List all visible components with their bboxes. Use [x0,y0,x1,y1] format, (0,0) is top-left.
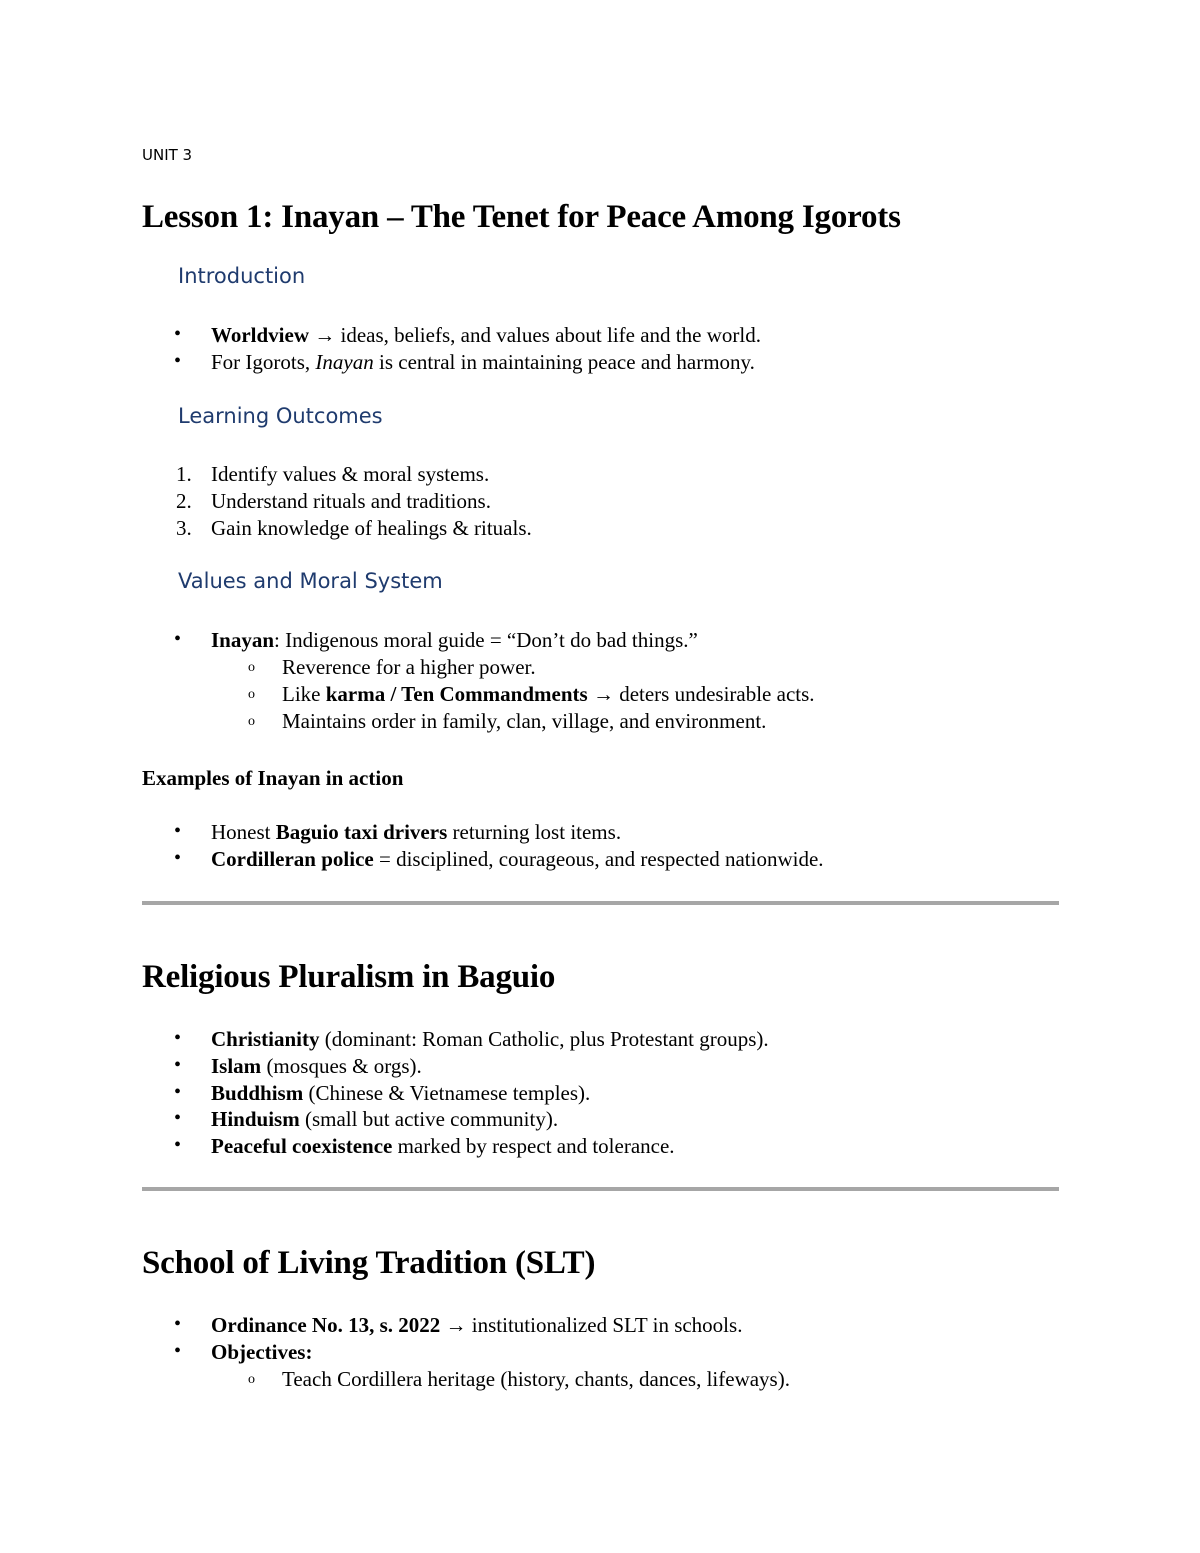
unit-label: UNIT 3 [142,146,193,164]
values-heading: Values and Moral System [178,569,443,593]
slt-item: Ordinance No. 13, s. 2022 → institutionalized SLT in schools. [211,1313,743,1337]
horizontal-divider [142,1187,1059,1191]
values-subitem: Like karma / Ten Commandments → deters undesirable acts. [282,682,815,706]
religion-item: Islam (mosques & orgs). [211,1054,422,1078]
example-item: Cordilleran police = disciplined, courageous, and respected nationwide. [211,847,824,871]
values-item-inayan: Inayan: Indigenous moral guide = “Don’t do bad things.” [211,628,698,652]
religion-item: Buddhism (Chinese & Vietnamese temples). [211,1081,591,1105]
outcome-item: Gain knowledge of healings & rituals. [211,516,532,540]
outcome-number: 2. [176,489,192,513]
bullet-icon: • [174,323,182,345]
intro-item-inayan: For Igorots, Inayan is central in maintaining peace and harmony. [211,350,755,374]
sub-bullet-icon: o [248,1372,255,1387]
bullet-icon: • [174,628,182,650]
religion-item: Peaceful coexistence marked by respect and tolerance. [211,1134,675,1158]
bullet-icon: • [174,1134,182,1156]
bullet-icon: • [174,1107,182,1129]
bullet-icon: • [174,847,182,869]
introduction-heading: Introduction [178,264,306,288]
sub-bullet-icon: o [248,687,255,702]
horizontal-divider [142,901,1059,905]
bullet-icon: • [174,1054,182,1076]
lesson-title: Lesson 1: Inayan – The Tenet for Peace Among Igorots [142,199,901,235]
outcome-number: 1. [176,462,192,486]
slt-subitem: Teach Cordillera heritage (history, chants, dances, lifeways). [282,1367,790,1391]
values-subitem: Reverence for a higher power. [282,655,536,679]
religion-item: Hinduism (small but active community). [211,1107,559,1131]
sub-bullet-icon: o [248,660,255,675]
slt-item: Objectives: [211,1340,313,1364]
learning-outcomes-heading: Learning Outcomes [178,404,383,428]
bullet-icon: • [174,350,182,372]
outcome-number: 3. [176,516,192,540]
example-item: Honest Baguio taxi drivers returning lost items. [211,820,622,844]
bullet-icon: • [174,1313,182,1335]
outcome-item: Understand rituals and traditions. [211,489,491,513]
bullet-icon: • [174,1027,182,1049]
religion-item: Christianity (dominant: Roman Catholic, plus Protestant groups). [211,1027,769,1051]
bullet-icon: • [174,1340,182,1362]
outcome-item: Identify values & moral systems. [211,462,490,486]
examples-heading: Examples of Inayan in action [142,766,404,790]
sub-bullet-icon: o [248,714,255,729]
religion-title: Religious Pluralism in Baguio [142,959,556,995]
values-subitem: Maintains order in family, clan, village, and environment. [282,709,767,733]
bullet-icon: • [174,1081,182,1103]
intro-item-worldview: Worldview → ideas, beliefs, and values about life and the world. [211,323,761,347]
slt-title: School of Living Tradition (SLT) [142,1245,596,1281]
bullet-icon: • [174,820,182,842]
